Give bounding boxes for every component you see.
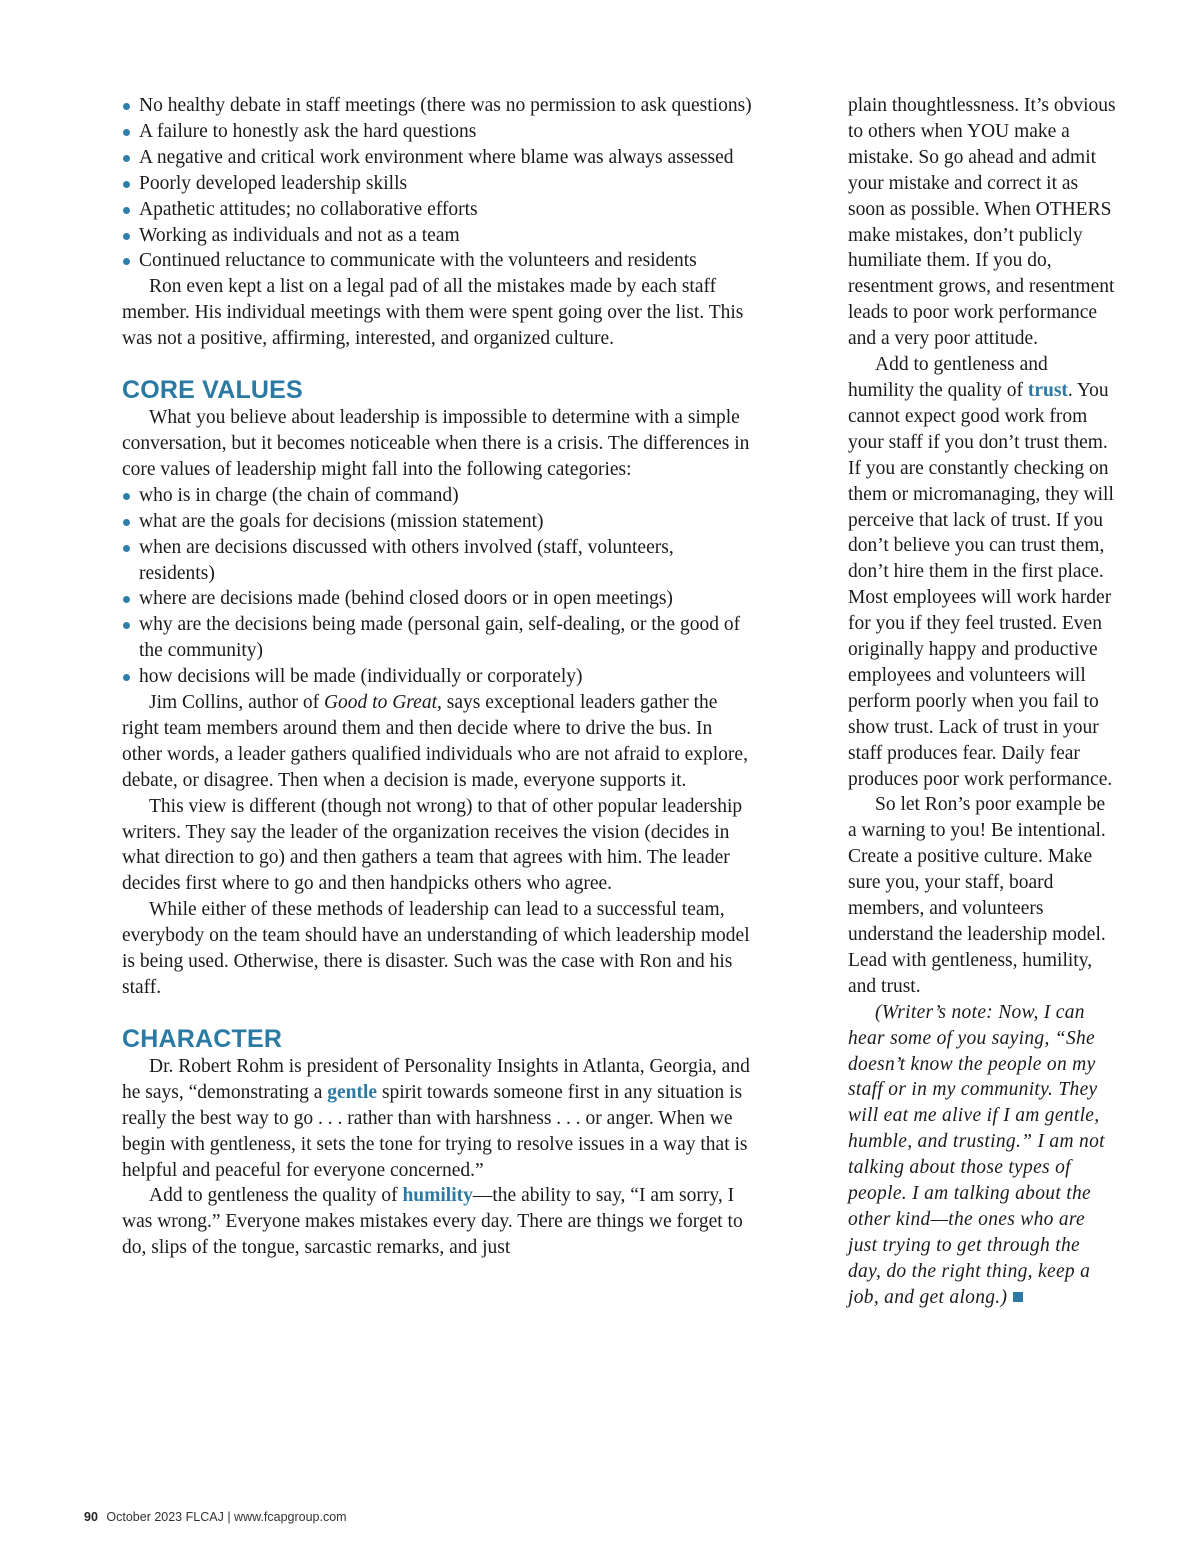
- bullet-icon: [123, 622, 130, 629]
- page-number: 90: [84, 1510, 98, 1524]
- paragraph-humility: [122, 1183, 754, 1261]
- core-values-list: [122, 483, 754, 690]
- keyword-gentle: gentle: [327, 1081, 378, 1103]
- left-column: [122, 93, 754, 1261]
- bullet-icon: [123, 129, 130, 136]
- list-item: [122, 119, 754, 145]
- list-item-text: A failure to honestly ask the hard questions: [139, 120, 477, 142]
- issue-date: October 2023: [106, 1510, 183, 1524]
- keyword-trust: trust: [1027, 379, 1068, 401]
- footer-separator: |: [227, 1510, 231, 1524]
- list-item: [122, 93, 754, 119]
- text-run: Jim Collins, author of: [149, 692, 324, 714]
- paragraph-continued: plain thoughtlessness. It’s obvious to others when YOU make a mistake. So go ahead and admit your mistake and correct it as soon as possible. When OTHERS make mistakes, don’t publicly humiliate them. If you do, resentment grows, and resentment leads to poor work performance and a very poor attitude.: [848, 95, 1116, 350]
- keyword-humility: humility: [402, 1185, 473, 1207]
- list-item: [122, 223, 754, 249]
- paragraph-rohm: [122, 1054, 754, 1184]
- text-run: Add to gentleness the quality of: [149, 1185, 403, 1207]
- list-item-text: why are the decisions being made (personal gain, self-dealing, or the good of the community): [139, 614, 741, 662]
- text-run: Dr. Robert Rohm is president of Personality Insights in Atlanta, Georgia, and he says, “demonstrating a: [122, 1055, 750, 1103]
- list-item: [122, 586, 754, 612]
- bullet-icon: [123, 493, 130, 500]
- text-run: . You cannot expect good work from your staff if you don’t trust them. If you are constantly checking on them or micromanaging, they will perceive that lack of trust. If you don’t believe you can trust them, don’t hire them in the first place. Most employees will work harder for you if they feel trusted. Even originally happy and productive employees and volunteers will perform poorly when you fail to show trust. Lack of trust in your staff produces fear. Daily fear produces poor work performance.: [848, 379, 1114, 790]
- list-item: [122, 664, 754, 690]
- section-heading-character: CHARACTER: [122, 1024, 283, 1053]
- problems-list: [122, 93, 754, 274]
- text-run: , says exceptional leaders gather the right team members around them and then decide where to drive the bus. In other words, a leader gathers qualified individuals who are not afraid to explore, debate, or disagree. Then when a decision is made, everyone supports it.: [122, 692, 748, 791]
- bullet-icon: [123, 155, 130, 162]
- section-heading-core-values: CORE VALUES: [122, 376, 303, 405]
- bullet-icon: [123, 545, 130, 552]
- list-item-text: Working as individuals and not as a team: [139, 224, 460, 246]
- paragraph-core-intro: What you believe about leadership is impossible to determine with a simple conversation, but it becomes noticeable when there is a crisis. The differences in core values of leadership might fall into the following categories:: [122, 407, 750, 480]
- list-item-text: Apathetic attitudes; no collaborative efforts: [139, 198, 478, 220]
- writers-note: [848, 1000, 1116, 1311]
- list-item-text: how decisions will be made (individually or corporately): [139, 666, 583, 688]
- text-run: —the ability to say, “I am sorry, I was wrong.” Everyone makes mistakes every day. There are things we forget to do, slips of the tongue, sarcastic remarks, and just: [122, 1185, 743, 1259]
- bullet-icon: [123, 207, 130, 214]
- paragraph-other-view: This view is different (though not wrong) to that of other popular leadership writers. They say the leader of the organization receives the vision (decides in what direction to go) and then gathers a team that agrees with him. The leader decides first where to go and then handpicks others who agree.: [122, 795, 743, 895]
- right-column: [848, 93, 1116, 1311]
- list-item-text: when are decisions discussed with others involved (staff, volunteers, residents): [139, 536, 674, 584]
- list-item-text: what are the goals for decisions (mission statement): [139, 510, 544, 532]
- paragraph-collins: [122, 690, 754, 794]
- paragraph-either-method: While either of these methods of leadership can lead to a successful team, everybody on the team should have an understanding of which leadership model is being used. Otherwise, there is disaster. Such was the case with Ron and his staff.: [122, 899, 750, 998]
- bullet-icon: [123, 103, 130, 110]
- bullet-icon: [123, 674, 130, 681]
- text-run: spirit towards someone first in any situation is really the best way to go . . . rather than with harshness . . . or anger. When we begin with gentleness, it sets the tone for trying to resolve issues in a way that is helpful and peaceful for everyone concerned.”: [122, 1081, 748, 1181]
- list-item: [122, 145, 754, 171]
- list-item-text: A negative and critical work environment where blame was always assessed: [139, 146, 734, 168]
- bullet-icon: [123, 181, 130, 188]
- list-item-text: where are decisions made (behind closed doors or in open meetings): [139, 588, 673, 610]
- list-item-text: who is in charge (the chain of command): [139, 484, 459, 506]
- paragraph-warning: So let Ron’s poor example be a warning to you! Be intentional. Create a positive culture. Make sure you, your staff, board members, and volunteers understand the leadership model. Lead with gentleness, humility, and trust.: [848, 794, 1106, 997]
- website-link[interactable]: www.fcapgroup.com: [234, 1510, 347, 1524]
- list-item: [122, 535, 754, 587]
- page-footer: [84, 1509, 347, 1525]
- list-item: [122, 171, 754, 197]
- publication-name: FLCAJ: [185, 1510, 224, 1524]
- bullet-icon: [123, 233, 130, 240]
- book-title: Good to Great: [323, 692, 437, 714]
- list-item-text: No healthy debate in staff meetings (there was no permission to ask questions): [139, 95, 752, 116]
- bullet-icon: [123, 519, 130, 526]
- list-item-text: Continued reluctance to communicate with the volunteers and residents: [139, 250, 697, 272]
- bullet-icon: [123, 596, 130, 603]
- text-run: Add to gentleness and humility the quality of: [848, 354, 1048, 401]
- list-item-text: Poorly developed leadership skills: [139, 172, 408, 194]
- paragraph-ron-list: Ron even kept a list on a legal pad of all the mistakes made by each staff member. His individual meetings with them were spent going over the list. This was not a positive, affirming, interested, and organized culture.: [122, 276, 744, 350]
- list-item: [122, 612, 754, 664]
- list-item: [122, 197, 754, 223]
- end-of-article-icon: [1013, 1292, 1023, 1302]
- text-run: (Writer’s note: Now, I can hear some of you saying, “She doesn’t know the people on my staff or in my community. They will eat me alive if I am gentle, humble, and trusting.” I am not talking about those types of people. I am talking about the other kind—the ones who are just trying to get through the day, do the right thing, keep a job, and get along.): [848, 1001, 1105, 1308]
- list-item: [122, 483, 754, 509]
- paragraph-trust: [848, 352, 1116, 792]
- list-item: [122, 509, 754, 535]
- list-item: [122, 248, 754, 274]
- bullet-icon: [123, 258, 130, 265]
